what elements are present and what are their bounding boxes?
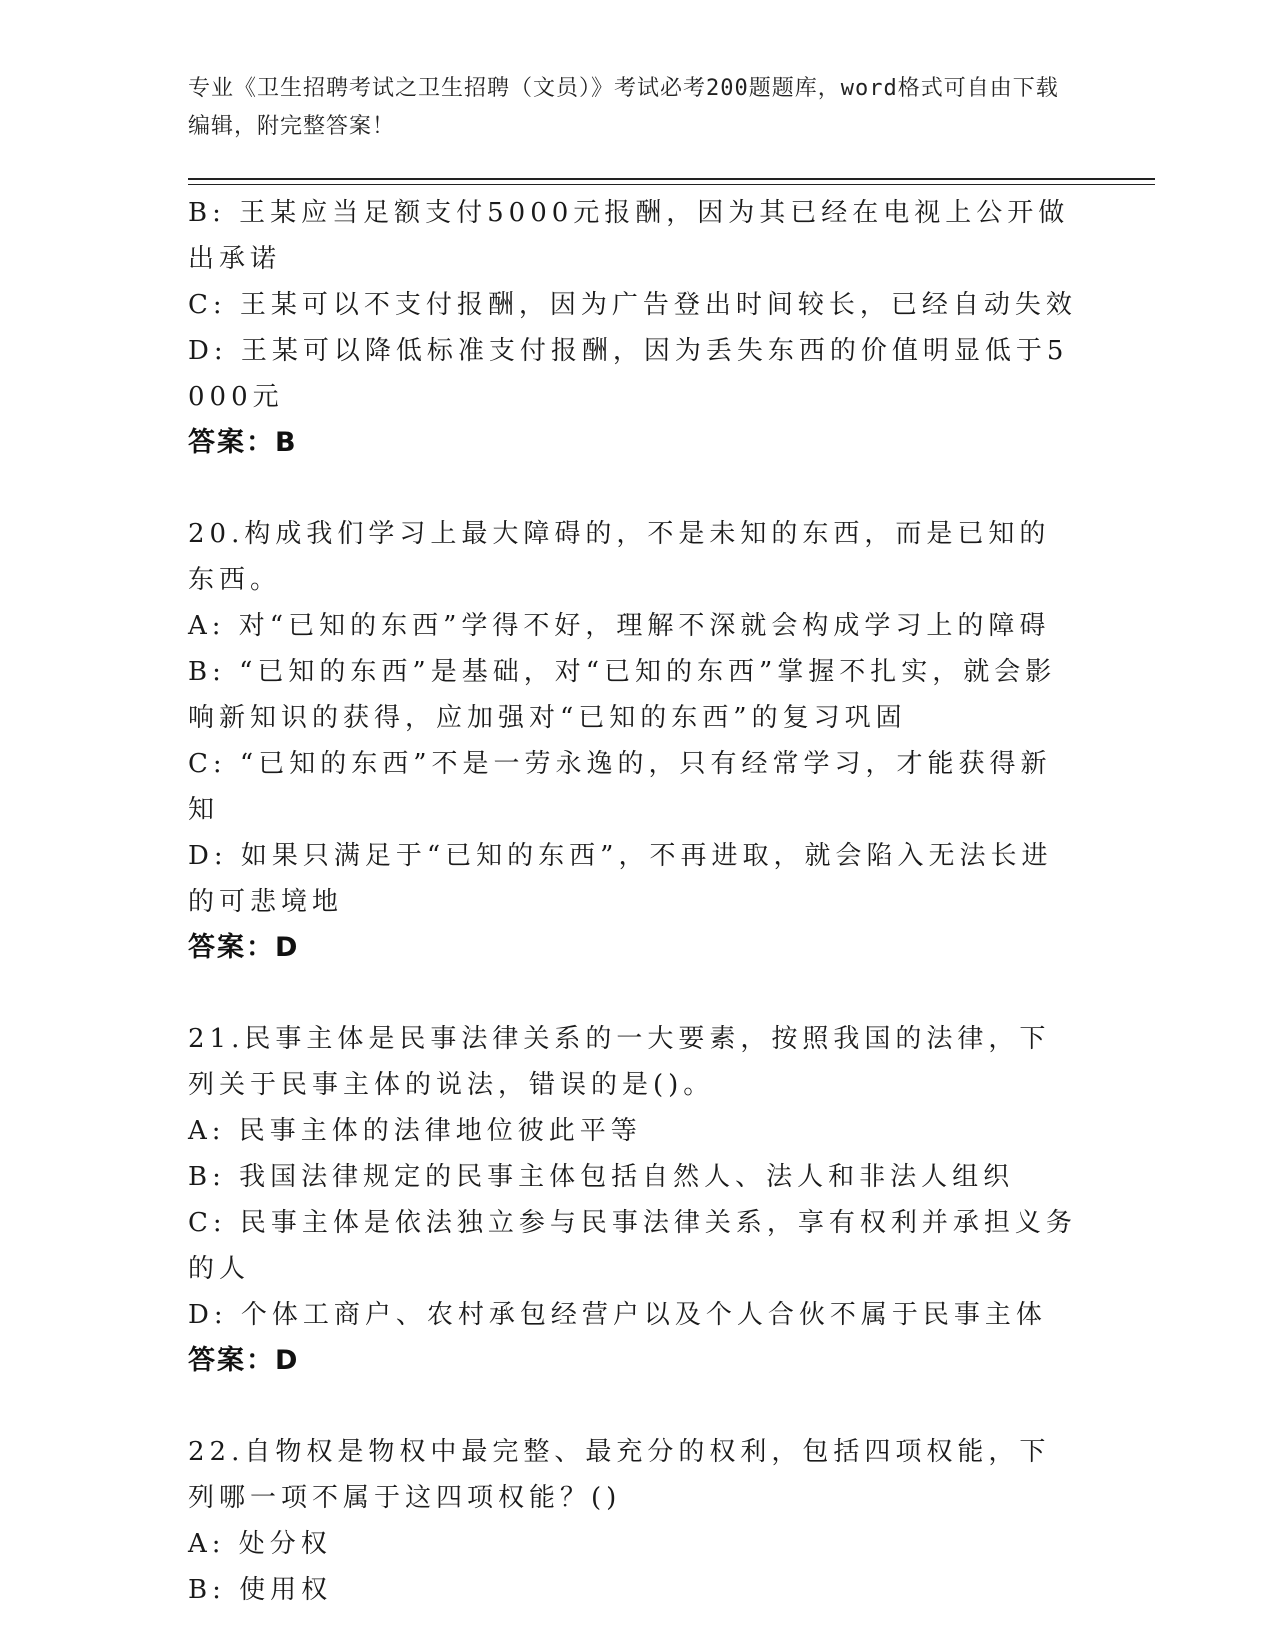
question-21	[188, 1016, 1078, 1384]
option-b: B: 使用权	[188, 1575, 333, 1605]
answer: 答案：D	[188, 932, 300, 963]
header-divider-thick	[188, 178, 1155, 180]
option-a: A: 民事主体的法律地位彼此平等	[188, 1116, 642, 1146]
option-c: C: “已知的东西”不是一劳永逸的，只有经常学习，才能获得新知	[188, 749, 1052, 825]
spacer	[188, 466, 1078, 511]
header-divider-thin	[188, 184, 1155, 185]
answer: 答案：B	[188, 427, 298, 458]
spacer	[188, 1384, 1078, 1429]
spacer	[188, 971, 1078, 1016]
option-d: D: 如果只满足于“已知的东西”，不再进取，就会陷入无法长进的可悲境地	[188, 841, 1053, 917]
option-b: B: 我国法律规定的民事主体包括自然人、法人和非法人组织	[188, 1162, 1015, 1192]
answer: 答案：D	[188, 1345, 300, 1376]
document-header: 专业《卫生招聘考试之卫生招聘（文员）》考试必考200题题库，word格式可自由下载编辑，附完整答案！	[188, 76, 1059, 139]
question-22	[188, 1429, 1078, 1613]
option-b: B: 王某应当足额支付5000元报酬，因为其已经在电视上公开做出承诺	[188, 198, 1070, 274]
question-stem: 21.民事主体是民事法律关系的一大要素，按照我国的法律，下列关于民事主体的说法，错误的是()。	[188, 1024, 1051, 1100]
question-20	[188, 511, 1078, 971]
question-content	[188, 190, 1078, 1613]
question-stem: 20.构成我们学习上最大障碍的，不是未知的东西，而是已知的东西。	[188, 519, 1051, 595]
question-19-tail	[188, 190, 1078, 466]
option-a: A: 对“已知的东西”学得不好，理解不深就会构成学习上的障碍	[188, 611, 1051, 641]
option-c: C: 民事主体是依法独立参与民事法律关系，享有权利并承担义务的人	[188, 1208, 1077, 1284]
option-d: D: 王某可以降低标准支付报酬，因为丢失东西的价值明显低于5000元	[188, 336, 1069, 412]
option-d: D: 个体工商户、农村承包经营户以及个人合伙不属于民事主体	[188, 1300, 1047, 1330]
option-a: A: 处分权	[188, 1529, 332, 1559]
question-stem: 22.自物权是物权中最完整、最充分的权利，包括四项权能，下列哪一项不属于这四项权能？()	[188, 1437, 1051, 1513]
option-b: B: “已知的东西”是基础，对“已知的东西”掌握不扎实，就会影响新知识的获得，应加强对“已知的东西”的复习巩固	[188, 657, 1057, 733]
option-c: C: 王某可以不支付报酬，因为广告登出时间较长，已经自动失效	[188, 290, 1077, 320]
